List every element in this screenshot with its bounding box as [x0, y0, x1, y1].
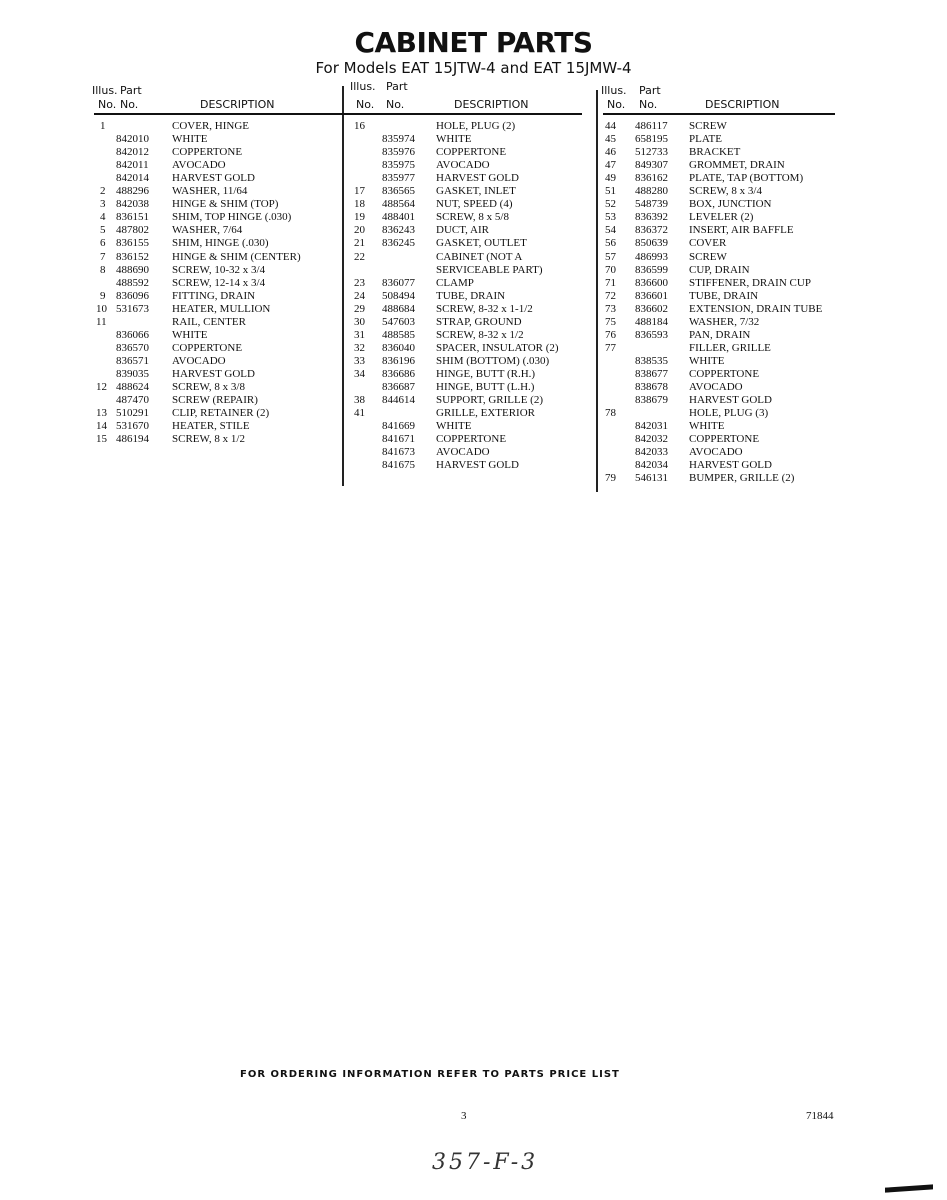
part-number: 841671 [382, 433, 415, 446]
part-description: TUBE, DRAIN [436, 289, 506, 302]
part-description: WASHER, 7/64 [172, 224, 243, 237]
part-description: FILLER, GRILLE [689, 341, 771, 354]
part-description: AVOCADO [172, 354, 226, 367]
part-description: WHITE [436, 133, 472, 146]
header-illus: Illus. [601, 84, 627, 97]
part-number: 488564 [382, 198, 415, 211]
illus-number: 2 [100, 185, 106, 198]
part-description: HARVEST GOLD [689, 394, 772, 407]
part-description: COPPERTONE [172, 341, 243, 354]
part-description: WHITE [689, 420, 725, 433]
part-number: 486993 [635, 250, 668, 263]
part-description: WASHER, 7/32 [689, 315, 760, 328]
illus-number: 21 [354, 237, 365, 250]
part-description: COVER [689, 237, 727, 250]
header-rule [603, 113, 835, 115]
illus-number: 49 [605, 172, 616, 185]
part-description: CLIP, RETAINER (2) [172, 407, 270, 420]
illus-number: 29 [354, 302, 365, 315]
part-number: 844614 [382, 394, 415, 407]
part-description: HARVEST GOLD [172, 172, 255, 185]
part-description: SHIM, HINGE (.030) [172, 237, 269, 250]
part-description: COPPERTONE [436, 433, 507, 446]
header-part-no: No. [386, 98, 405, 111]
illus-number: 5 [100, 224, 106, 237]
illus-number: 78 [605, 407, 616, 420]
illus-number: 19 [354, 211, 365, 224]
part-description: WASHER, 11/64 [172, 185, 248, 198]
part-description: EXTENSION, DRAIN TUBE [689, 302, 823, 315]
illus-number: 13 [96, 407, 107, 420]
part-number: 842014 [116, 172, 149, 185]
illus-number: 12 [96, 381, 107, 393]
part-number: 838679 [635, 394, 668, 407]
illus-number: 20 [354, 224, 365, 237]
part-number: 842012 [116, 146, 149, 159]
part-description: SCREW, 8 x 1/2 [172, 433, 245, 446]
illus-number: 7 [100, 250, 106, 263]
part-number: 488585 [382, 328, 415, 341]
part-description: WHITE [172, 328, 208, 341]
page-subtitle: For Models EAT 15JTW-4 and EAT 15JMW-4 [315, 59, 632, 77]
header-illus-no: No. [607, 98, 626, 111]
illus-number: 33 [354, 354, 365, 367]
part-description: HARVEST GOLD [436, 459, 519, 472]
part-number: 836096 [116, 289, 149, 302]
illus-number: 32 [354, 341, 365, 354]
part-description: SERVICEABLE PART) [436, 263, 543, 276]
part-number: 487470 [116, 394, 149, 407]
illus-number: 23 [354, 276, 365, 289]
part-description: COPPERTONE [436, 146, 507, 159]
part-description: SHIM, TOP HINGE (.030) [172, 211, 292, 224]
part-number: 836151 [116, 211, 149, 224]
part-description: SCREW [689, 250, 727, 263]
header-part: Part [120, 84, 142, 97]
part-number: 836599 [635, 263, 668, 276]
illus-number: 45 [605, 133, 616, 146]
part-description: CLAMP [436, 276, 474, 289]
illus-number: 77 [605, 341, 616, 354]
part-number: 486117 [635, 120, 668, 132]
part-description: HOLE, PLUG (2) [436, 120, 516, 132]
part-description: SCREW, 12-14 x 3/4 [172, 276, 266, 289]
column-divider [342, 86, 344, 486]
part-description: COPPERTONE [689, 433, 760, 446]
part-description: HARVEST GOLD [436, 172, 519, 185]
part-description: AVOCADO [436, 159, 490, 172]
header-illus: Illus. [92, 84, 118, 97]
illus-number: 14 [96, 420, 107, 433]
part-number: 838678 [635, 381, 668, 393]
part-number: 836243 [382, 224, 415, 237]
ordering-note: FOR ORDERING INFORMATION REFER TO PARTS PRICE LIST [240, 1069, 620, 1080]
part-number: 488401 [382, 211, 415, 224]
illus-number: 41 [354, 407, 365, 420]
header-part: Part [386, 80, 408, 93]
illus-number: 44 [605, 120, 616, 132]
part-number: 842034 [635, 459, 668, 472]
part-description: NUT, SPEED (4) [436, 198, 513, 211]
part-description: SCREW (REPAIR) [172, 394, 258, 407]
part-number: 547603 [382, 315, 415, 328]
part-number: 488592 [116, 276, 149, 289]
illus-number: 71 [605, 276, 616, 289]
part-number: 836196 [382, 354, 415, 367]
part-number: 836162 [635, 172, 668, 185]
part-number: 838535 [635, 354, 668, 367]
part-description: GASKET, OUTLET [436, 237, 527, 250]
part-number: 488296 [116, 185, 149, 198]
header-part-no: No. [639, 98, 658, 111]
part-description: SHIM (BOTTOM) (.030) [436, 354, 550, 367]
handwritten-note: 357-F-3 [432, 1150, 539, 1175]
illus-number: 72 [605, 289, 616, 302]
header-description: DESCRIPTION [454, 98, 529, 111]
part-description: COPPERTONE [172, 146, 243, 159]
part-number: 531673 [116, 302, 149, 315]
illus-number: 8 [100, 263, 106, 276]
part-number: 512733 [635, 146, 668, 159]
part-description: GRILLE, EXTERIOR [436, 407, 535, 420]
part-number: 836077 [382, 276, 415, 289]
part-number: 849307 [635, 159, 668, 172]
illus-number: 34 [354, 367, 365, 380]
part-description: SCREW, 8 x 5/8 [436, 211, 509, 224]
part-number: 836392 [635, 211, 668, 224]
part-number: 839035 [116, 367, 149, 380]
part-description: PLATE, TAP (BOTTOM) [689, 172, 804, 185]
header-description: DESCRIPTION [705, 98, 780, 111]
part-number: 836687 [382, 381, 415, 393]
part-number: 488184 [635, 315, 668, 328]
part-description: HINGE & SHIM (CENTER) [172, 250, 301, 263]
part-description: LEVELER (2) [689, 211, 754, 224]
part-number: 487802 [116, 224, 149, 237]
part-description: STIFFENER, DRAIN CUP [689, 276, 811, 289]
header-illus-no: No. [98, 98, 117, 111]
part-number: 850639 [635, 237, 668, 250]
part-description: BRACKET [689, 146, 741, 159]
part-description: SCREW [689, 120, 727, 132]
part-number: 842033 [635, 446, 668, 459]
part-description: SCREW, 8-32 x 1/2 [436, 328, 524, 341]
part-description: FITTING, DRAIN [172, 289, 256, 302]
illus-number: 76 [605, 328, 616, 341]
part-description: SPACER, INSULATOR (2) [436, 341, 559, 354]
illus-number: 38 [354, 394, 365, 407]
part-number: 836686 [382, 367, 415, 380]
illus-number: 15 [96, 433, 107, 446]
part-description: SCREW, 8 x 3/4 [689, 185, 762, 198]
header-part-no: No. [120, 98, 139, 111]
part-number: 488690 [116, 263, 149, 276]
part-description: AVOCADO [436, 446, 490, 459]
part-description: CABINET (NOT A [436, 250, 523, 263]
part-description: WHITE [436, 420, 472, 433]
illus-number: 52 [605, 198, 616, 211]
part-number: 488624 [116, 381, 149, 393]
illus-number: 73 [605, 302, 616, 315]
part-number: 842038 [116, 198, 149, 211]
part-number: 836602 [635, 302, 668, 315]
header-part: Part [639, 84, 661, 97]
illus-number: 17 [354, 185, 365, 198]
part-number: 836601 [635, 289, 668, 302]
part-number: 842010 [116, 133, 149, 146]
illus-number: 53 [605, 211, 616, 224]
part-number: 836245 [382, 237, 415, 250]
part-number: 835976 [382, 146, 415, 159]
illus-number: 30 [354, 315, 365, 328]
part-description: COPPERTONE [689, 367, 760, 380]
illus-number: 6 [100, 237, 106, 250]
part-description: BOX, JUNCTION [689, 198, 772, 211]
part-description: DUCT, AIR [436, 224, 489, 237]
part-description: WHITE [689, 354, 725, 367]
part-number: 510291 [116, 407, 149, 420]
part-description: HOLE, PLUG (3) [689, 407, 769, 420]
part-description: SCREW, 8 x 3/8 [172, 381, 245, 393]
illus-number: 9 [100, 289, 106, 302]
part-description: RAIL, CENTER [172, 315, 246, 328]
part-number: 836155 [116, 237, 149, 250]
part-number: 836593 [635, 328, 668, 341]
part-number: 835977 [382, 172, 415, 185]
illus-number: 24 [354, 289, 365, 302]
part-number: 836600 [635, 276, 668, 289]
header-illus: Illus. [350, 80, 376, 93]
part-number: 836066 [116, 328, 149, 341]
part-description: AVOCADO [689, 381, 743, 393]
part-number: 835975 [382, 159, 415, 172]
part-description: STRAP, GROUND [436, 315, 522, 328]
part-description: COVER, HINGE [172, 120, 249, 132]
illus-number: 56 [605, 237, 616, 250]
part-description: GASKET, INLET [436, 185, 516, 198]
part-number: 838677 [635, 367, 668, 380]
illus-number: 57 [605, 250, 616, 263]
part-description: GROMMET, DRAIN [689, 159, 785, 172]
part-number: 836571 [116, 354, 149, 367]
part-number: 486194 [116, 433, 149, 446]
part-description: HINGE, BUTT (L.H.) [436, 381, 535, 393]
part-number: 531670 [116, 420, 149, 433]
illus-number: 46 [605, 146, 616, 159]
page-number: 3 [461, 1110, 467, 1122]
part-description: HEATER, STILE [172, 420, 250, 433]
part-number: 658195 [635, 133, 668, 146]
part-number: 488280 [635, 185, 668, 198]
part-description: HARVEST GOLD [172, 367, 255, 380]
part-description: CUP, DRAIN [689, 263, 750, 276]
illus-number: 31 [354, 328, 365, 341]
illus-number: 18 [354, 198, 365, 211]
header-description: DESCRIPTION [200, 98, 275, 111]
illus-number: 75 [605, 315, 616, 328]
part-number: 546131 [635, 472, 668, 485]
part-description: SCREW, 10-32 x 3/4 [172, 263, 266, 276]
part-number: 836040 [382, 341, 415, 354]
part-number: 842032 [635, 433, 668, 446]
header-rule [94, 113, 360, 115]
part-description: WHITE [172, 133, 208, 146]
header-rule [352, 113, 582, 115]
part-number: 488684 [382, 302, 415, 315]
part-description: PAN, DRAIN [689, 328, 751, 341]
scan-mark [885, 1184, 933, 1192]
part-description: AVOCADO [689, 446, 743, 459]
part-description: TUBE, DRAIN [689, 289, 759, 302]
part-number: 836565 [382, 185, 415, 198]
part-number: 841675 [382, 459, 415, 472]
part-description: BUMPER, GRILLE (2) [689, 472, 795, 485]
part-number: 835974 [382, 133, 415, 146]
part-number: 842031 [635, 420, 668, 433]
header-illus-no: No. [356, 98, 375, 111]
part-number: 508494 [382, 289, 415, 302]
illus-number: 70 [605, 263, 616, 276]
illus-number: 47 [605, 159, 616, 172]
part-description: HINGE & SHIM (TOP) [172, 198, 279, 211]
page-title: CABINET PARTS [354, 26, 593, 59]
column-divider [596, 90, 598, 492]
illus-number: 16 [354, 120, 365, 132]
part-number: 548739 [635, 198, 668, 211]
part-number: 836152 [116, 250, 149, 263]
part-description: HINGE, BUTT (R.H.) [436, 367, 536, 380]
part-number: 841673 [382, 446, 415, 459]
part-description: SCREW, 8-32 x 1-1/2 [436, 302, 533, 315]
part-number: 842011 [116, 159, 149, 172]
part-description: PLATE [689, 133, 722, 146]
illus-number: 3 [100, 198, 106, 211]
part-number: 841669 [382, 420, 415, 433]
illus-number: 4 [100, 211, 106, 224]
document-number: 71844 [806, 1110, 834, 1122]
part-description: HARVEST GOLD [689, 459, 772, 472]
part-number: 836372 [635, 224, 668, 237]
part-description: SUPPORT, GRILLE (2) [436, 394, 543, 407]
part-description: AVOCADO [172, 159, 226, 172]
part-description: HEATER, MULLION [172, 302, 271, 315]
illus-number: 54 [605, 224, 616, 237]
illus-number: 10 [96, 302, 107, 315]
illus-number: 51 [605, 185, 616, 198]
illus-number: 1 [100, 120, 106, 132]
illus-number: 11 [96, 315, 107, 328]
part-description: INSERT, AIR BAFFLE [689, 224, 794, 237]
part-number: 836570 [116, 341, 149, 354]
illus-number: 22 [354, 250, 365, 263]
illus-number: 79 [605, 472, 616, 485]
